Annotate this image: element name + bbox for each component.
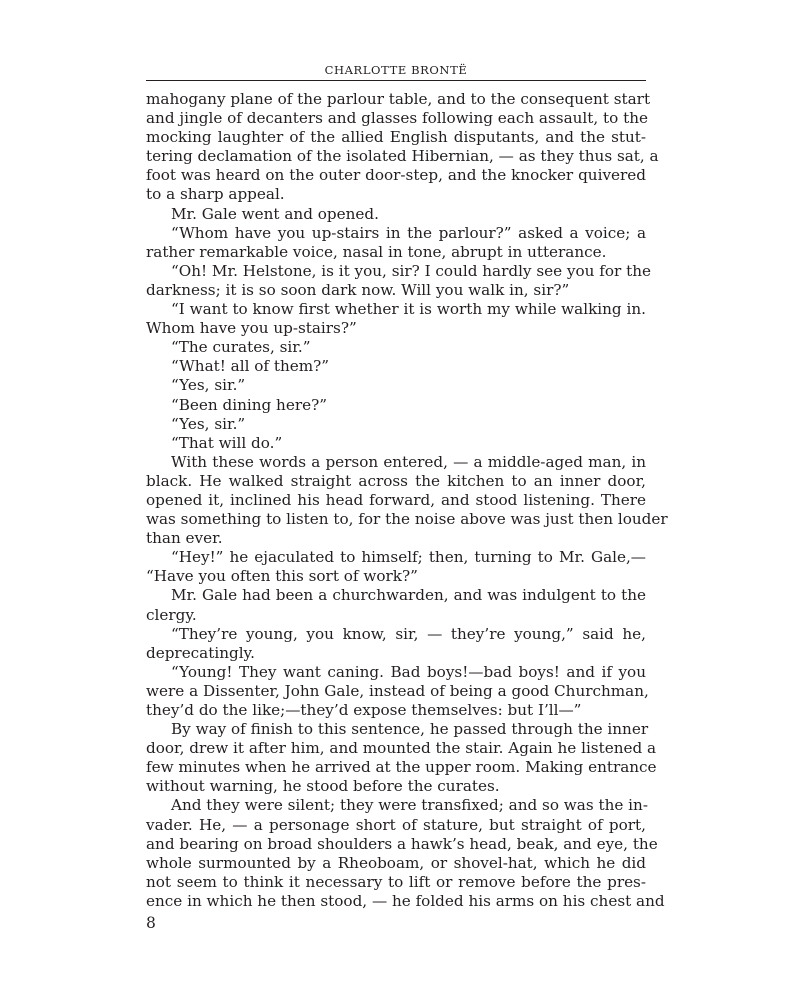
text-line: and bearing on broad shoulders a hawk’s head, beak, and eye, the xyxy=(146,834,658,853)
text-line: was something to listen to, for the noise above was just then louder xyxy=(146,510,668,529)
text-line: Whom have you up-stairs?” xyxy=(146,319,357,338)
text-line: mahogany plane of the parlour table, and to the consequent start xyxy=(146,90,651,108)
text-line: few minutes when he arrived at the upper room. Making entrance xyxy=(146,758,657,777)
text-line: And they were silent; they were transfixed; and so was the in- xyxy=(171,796,648,815)
text-line: not seem to think it necessary to lift or remove before the pres- xyxy=(146,872,646,891)
text-line: “The curates, sir.” xyxy=(171,338,311,357)
text-line: darkness; it is so soon dark now. Will you walk in, sir?” xyxy=(146,280,570,299)
running-head: CHARLOTTE BRONTË xyxy=(324,63,468,77)
text-line: “Have you often this sort of work?” xyxy=(146,567,418,586)
text-line: “I want to know first whether it is worth my while walking in. xyxy=(171,300,646,319)
text-line: they’d do the like;—they’d expose themselves: but I’ll—” xyxy=(146,701,582,719)
text-line: “What! all of them?” xyxy=(171,357,330,376)
text-line: without warning, he stood before the curates. xyxy=(146,777,500,796)
text-line: foot was heard on the outer door-step, and the knocker quivered xyxy=(146,166,646,185)
text-line: ence in which he then stood, — he folded his arms on his chest and xyxy=(146,891,665,910)
text-line: opened it, inclined his head forward, and stood listening. There xyxy=(146,490,646,509)
text-line: tering declamation of the isolated Hibernian, — as they thus sat, a xyxy=(146,147,659,166)
text-line: rather remarkable voice, nasal in tone, abrupt in utterance. xyxy=(146,242,607,261)
text-line: “Hey!” he ejaculated to himself; then, turning to Mr. Gale,— xyxy=(171,548,646,567)
text-line: By way of finish to this sentence, he passed through the inner xyxy=(171,720,649,739)
text-line: deprecatingly. xyxy=(146,643,255,662)
text-line: vader. He, — a personage short of stature, but straight of port, xyxy=(146,815,646,834)
text-line: “Yes, sir.” xyxy=(171,414,246,433)
text-line: Mr. Gale had been a churchwarden, and was indulgent to the xyxy=(171,586,646,605)
text-line: “They’re young, you know, sir, — they’re young,” said he, xyxy=(171,624,646,643)
text-line: and jingle of decanters and glasses following each assault, to the xyxy=(146,109,648,128)
text-line: “Been dining here?” xyxy=(171,395,327,414)
book-page xyxy=(146,0,668,1000)
text-line: “Oh! Mr. Helstone, is it you, sir? I could hardly see you for the xyxy=(171,261,651,280)
body-text xyxy=(146,90,668,911)
text-line: black. He walked straight across the kitchen to an inner door, xyxy=(146,471,646,490)
text-line: door, drew it after him, and mounted the stair. Again he listened a xyxy=(146,739,657,758)
text-line: Mr. Gale went and opened. xyxy=(171,204,379,223)
text-line: “That will do.” xyxy=(171,433,283,452)
text-line: to a sharp appeal. xyxy=(146,185,285,204)
text-line: “Yes, sir.” xyxy=(171,376,246,395)
text-line: were a Dissenter, John Gale, instead of being a good Churchman, xyxy=(146,681,649,700)
page-number: 8 xyxy=(146,914,156,932)
text-line: “Whom have you up-stairs in the parlour?” asked a voice; a xyxy=(171,223,646,242)
text-line: “Young! They want caning. Bad boys!—bad boys! and if you xyxy=(171,662,646,681)
text-line: With these words a person entered, — a middle-aged man, in xyxy=(171,452,646,471)
text-line: clergy. xyxy=(146,605,197,624)
text-line: than ever. xyxy=(146,529,223,548)
text-line: whole surmounted by a Rheoboam, or shovel-hat, which he did xyxy=(146,853,646,872)
header-rule xyxy=(146,80,646,81)
text-line: mocking laughter of the allied English disputants, and the stut- xyxy=(146,128,646,147)
